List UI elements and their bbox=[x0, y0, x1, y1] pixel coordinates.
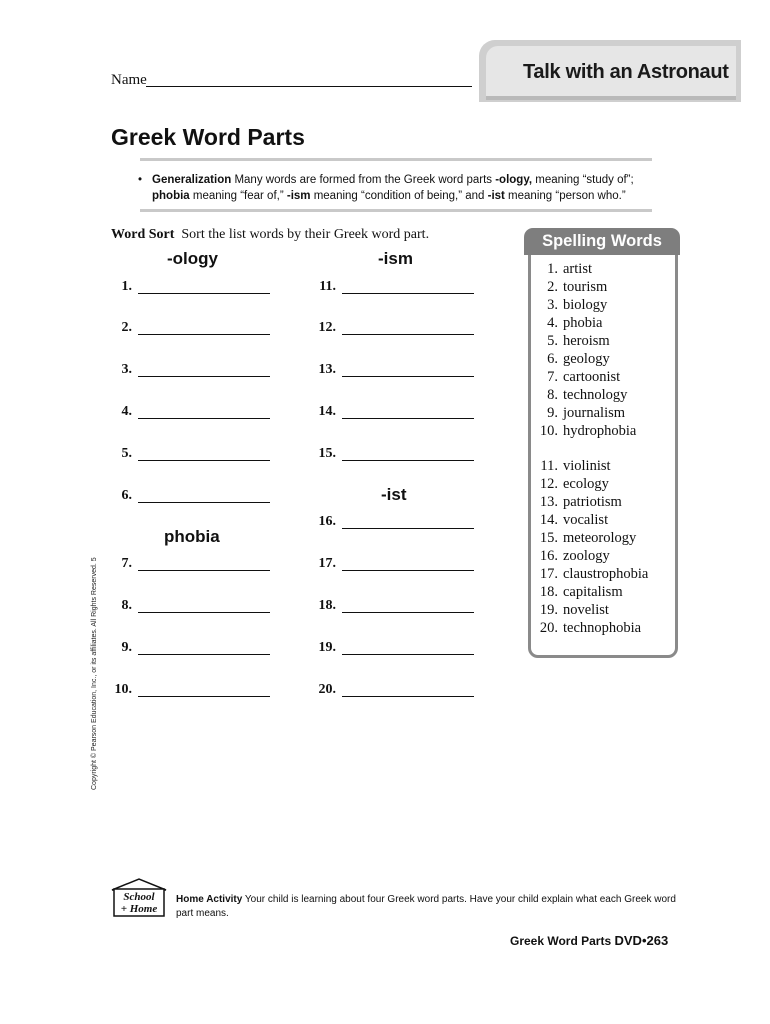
answer-blank[interactable] bbox=[138, 612, 270, 613]
spelling-word-text: novelist bbox=[563, 602, 609, 618]
spelling-word-text: artist bbox=[563, 261, 592, 277]
spelling-word bbox=[536, 619, 676, 637]
spelling-number: 17. bbox=[539, 566, 558, 582]
answer-item bbox=[108, 488, 278, 508]
footer-label: Greek Word Parts bbox=[510, 934, 612, 948]
answer-item bbox=[108, 682, 278, 702]
answer-item bbox=[312, 404, 482, 424]
answer-item bbox=[108, 320, 278, 340]
gen-text-3: meaning “fear of,” bbox=[189, 190, 287, 202]
spelling-number: 14. bbox=[539, 512, 558, 528]
answer-blank[interactable] bbox=[342, 696, 474, 697]
page-footer bbox=[510, 933, 668, 948]
spelling-word-text: ecology bbox=[563, 476, 609, 492]
spelling-number: 8. bbox=[547, 387, 558, 403]
gen-text-1: Many words are formed from the Greek word parts bbox=[231, 174, 496, 186]
spelling-word-text: journalism bbox=[563, 405, 626, 421]
spelling-number: 2. bbox=[547, 279, 558, 295]
spelling-word-text: geology bbox=[563, 351, 610, 367]
spelling-word bbox=[536, 475, 676, 493]
answer-blank[interactable] bbox=[138, 460, 270, 461]
answer-number: 11. bbox=[319, 279, 336, 294]
spelling-word-text: hydrophobia bbox=[563, 423, 637, 439]
spelling-number: 12. bbox=[539, 476, 558, 492]
spelling-word-text: phobia bbox=[563, 315, 603, 331]
answer-blank[interactable] bbox=[342, 528, 474, 529]
spelling-word-text: claustrophobia bbox=[563, 566, 649, 582]
spelling-number: 1. bbox=[547, 261, 558, 277]
word-sort-label: Word Sort bbox=[111, 227, 175, 242]
answer-number: 17. bbox=[318, 556, 336, 571]
spelling-number: 16. bbox=[539, 548, 558, 564]
gen-text-4: meaning “condition of being,” and bbox=[310, 190, 488, 202]
answer-item bbox=[312, 514, 482, 534]
answer-blank[interactable] bbox=[342, 418, 474, 419]
answer-number: 1. bbox=[121, 279, 132, 294]
spelling-word-text: violinist bbox=[563, 458, 611, 474]
answer-number: 13. bbox=[318, 362, 336, 377]
answer-item bbox=[312, 362, 482, 382]
bullet-icon: • bbox=[138, 174, 143, 186]
name-label: Name bbox=[111, 72, 147, 88]
answer-blank[interactable] bbox=[342, 460, 474, 461]
spelling-word bbox=[536, 565, 676, 583]
spelling-word bbox=[536, 368, 676, 386]
unit-title: Talk with an Astronaut bbox=[523, 61, 729, 83]
logo-line-2: + Home bbox=[120, 903, 158, 915]
spelling-word bbox=[536, 314, 676, 332]
spelling-word-text: heroism bbox=[563, 333, 610, 349]
answer-number: 18. bbox=[318, 598, 336, 613]
spelling-word bbox=[536, 260, 676, 278]
answer-item bbox=[312, 598, 482, 618]
answer-blank[interactable] bbox=[138, 293, 270, 294]
answer-number: 9. bbox=[121, 640, 132, 655]
answer-blank[interactable] bbox=[138, 376, 270, 377]
home-activity bbox=[176, 893, 676, 920]
answer-item bbox=[108, 598, 278, 618]
word-sort-instruction bbox=[111, 227, 429, 243]
spelling-word bbox=[536, 493, 676, 511]
spelling-number: 15. bbox=[539, 530, 558, 546]
spelling-number: 7. bbox=[547, 369, 558, 385]
answer-blank[interactable] bbox=[342, 293, 474, 294]
spelling-word bbox=[536, 583, 676, 601]
page-number: DVD•263 bbox=[614, 933, 669, 948]
copyright-notice: Copyright © Pearson Education, Inc., or its affiliates. All Rights Reserved. 5 bbox=[91, 557, 98, 790]
spelling-number: 3. bbox=[547, 297, 558, 313]
answer-item bbox=[108, 279, 278, 299]
spelling-word bbox=[536, 601, 676, 619]
spelling-number: 18. bbox=[539, 584, 558, 600]
answer-number: 4. bbox=[121, 404, 132, 419]
spelling-word bbox=[536, 296, 676, 314]
spelling-word bbox=[536, 350, 676, 368]
answer-item bbox=[312, 640, 482, 660]
answer-blank[interactable] bbox=[138, 696, 270, 697]
heading-ist: -ist bbox=[381, 485, 407, 504]
heading-phobia: phobia bbox=[164, 527, 220, 546]
spelling-word bbox=[536, 511, 676, 529]
answer-blank[interactable] bbox=[342, 612, 474, 613]
spelling-word-text: meteorology bbox=[563, 530, 637, 546]
spelling-words-heading: Spelling Words bbox=[524, 228, 680, 255]
spelling-word-text: vocalist bbox=[563, 512, 609, 528]
answer-blank[interactable] bbox=[138, 570, 270, 571]
answer-number: 3. bbox=[121, 362, 132, 377]
spelling-number: 19. bbox=[539, 602, 558, 618]
spelling-word bbox=[536, 547, 676, 565]
answer-number: 8. bbox=[121, 598, 132, 613]
answer-item bbox=[312, 320, 482, 340]
answer-item bbox=[312, 682, 482, 702]
answer-number: 7. bbox=[121, 556, 132, 571]
spelling-number: 9. bbox=[547, 405, 558, 421]
answer-number: 5. bbox=[121, 446, 132, 461]
spelling-word bbox=[536, 404, 676, 422]
spelling-word-text: technophobia bbox=[563, 620, 642, 636]
answer-number: 6. bbox=[121, 488, 132, 503]
answer-item bbox=[108, 404, 278, 424]
answer-blank[interactable] bbox=[342, 334, 474, 335]
spelling-word-text: technology bbox=[563, 387, 628, 403]
spelling-word-text: patriotism bbox=[563, 494, 622, 510]
spelling-number: 5. bbox=[547, 333, 558, 349]
answer-number: 19. bbox=[318, 640, 336, 655]
spelling-number: 6. bbox=[547, 351, 558, 367]
gen-text-5: meaning “person who.” bbox=[504, 190, 626, 202]
spelling-word-text: capitalism bbox=[563, 584, 623, 600]
spelling-list-group-1 bbox=[536, 260, 676, 440]
spelling-word bbox=[536, 529, 676, 547]
spelling-number: 4. bbox=[547, 315, 558, 331]
answer-item bbox=[108, 640, 278, 660]
heading-ology: -ology bbox=[167, 249, 218, 268]
spelling-number: 11. bbox=[540, 458, 558, 474]
answer-blank[interactable] bbox=[138, 334, 270, 335]
answer-item bbox=[312, 279, 482, 299]
top-rule bbox=[140, 158, 652, 161]
heading-ism: -ism bbox=[378, 249, 413, 268]
spelling-word bbox=[536, 332, 676, 350]
answer-blank[interactable] bbox=[342, 654, 474, 655]
spelling-word-text: zoology bbox=[563, 548, 610, 564]
logo-line-1: School bbox=[123, 891, 155, 903]
spelling-word-text: tourism bbox=[563, 279, 608, 295]
answer-blank[interactable] bbox=[138, 654, 270, 655]
spelling-word bbox=[536, 386, 676, 404]
answer-item bbox=[108, 446, 278, 466]
generalization-text bbox=[138, 172, 652, 204]
spelling-word bbox=[536, 422, 676, 440]
spelling-word-text: biology bbox=[563, 297, 608, 313]
gen-text-2: meaning “study of”; bbox=[532, 174, 634, 186]
answer-blank[interactable] bbox=[138, 418, 270, 419]
spelling-number: 10. bbox=[539, 423, 558, 439]
school-home-logo bbox=[108, 878, 170, 918]
answer-number: 2. bbox=[121, 320, 132, 335]
spelling-number: 20. bbox=[539, 620, 558, 636]
spelling-word-text: cartoonist bbox=[563, 369, 621, 385]
answer-item bbox=[312, 446, 482, 466]
answer-number: 20. bbox=[318, 682, 336, 697]
answer-blank[interactable] bbox=[138, 502, 270, 503]
answer-number: 12. bbox=[318, 320, 336, 335]
gen-bold-ist: -ist bbox=[487, 190, 505, 202]
spelling-word bbox=[536, 278, 676, 296]
gen-bold-ology: -ology, bbox=[495, 174, 533, 186]
gen-bold-ism: -ism bbox=[286, 190, 311, 202]
word-sort-text: Sort the list words by their Greek word part. bbox=[181, 227, 430, 242]
gen-bold-phobia: phobia bbox=[152, 190, 190, 202]
answer-number: 16. bbox=[318, 514, 336, 529]
answer-number: 14. bbox=[318, 404, 336, 419]
answer-number: 15. bbox=[318, 446, 336, 461]
answer-item bbox=[108, 556, 278, 576]
answer-blank[interactable] bbox=[342, 570, 474, 571]
spelling-list-group-2 bbox=[536, 457, 676, 637]
answer-blank[interactable] bbox=[342, 376, 474, 377]
generalization-label: Generalization bbox=[152, 174, 232, 186]
spelling-word bbox=[536, 457, 676, 475]
name-line[interactable] bbox=[146, 86, 472, 87]
spelling-number: 13. bbox=[539, 494, 558, 510]
answer-item bbox=[108, 362, 278, 382]
bottom-rule bbox=[140, 209, 652, 212]
answer-number: 10. bbox=[114, 682, 132, 697]
home-activity-text: Your child is learning about four Greek word parts. Have your child explain what each Greek word part means. bbox=[176, 894, 676, 919]
home-activity-label: Home Activity bbox=[176, 894, 243, 905]
page-title: Greek Word Parts bbox=[111, 124, 305, 150]
answer-item bbox=[312, 556, 482, 576]
